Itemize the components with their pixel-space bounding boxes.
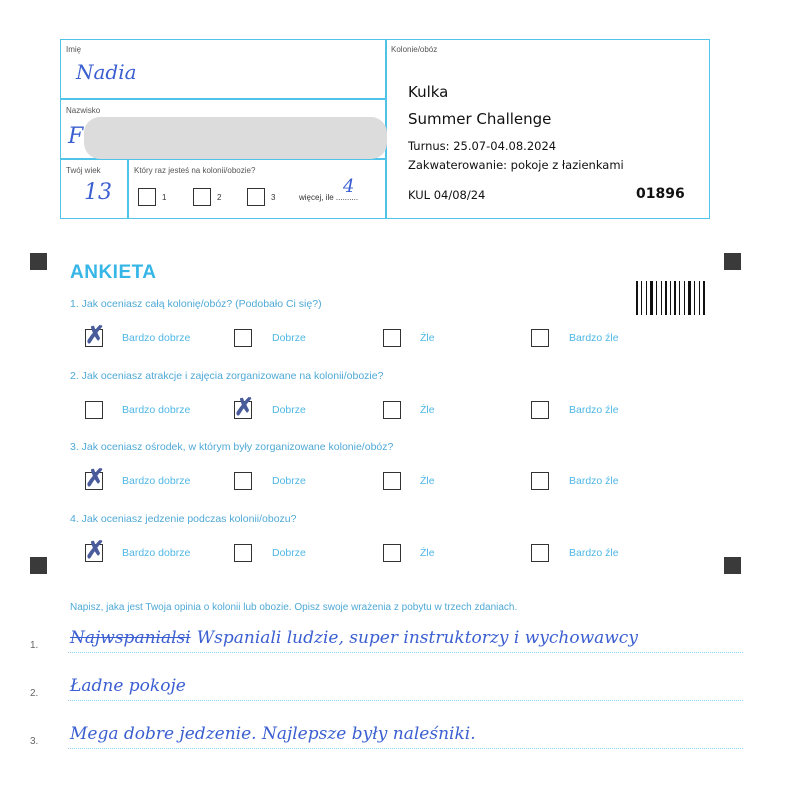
age-value[interactable]: 13 — [84, 180, 112, 205]
question-1-text: 1. Jak oceniasz całą kolonię/obóz? (Podobało Ci się?) — [70, 298, 322, 310]
question-4-option-2: Dobrze — [272, 547, 306, 559]
camp-name: Kulka — [408, 83, 449, 101]
question-4-checkbox-2[interactable] — [234, 544, 252, 562]
barcode-bar — [665, 281, 667, 315]
times-more-value[interactable]: 4 — [343, 176, 355, 197]
survey-title: ANKIETA — [70, 262, 157, 283]
times-label: Który raz jesteś na kolonii/obozie? — [134, 166, 256, 175]
barcode-bar — [654, 281, 655, 315]
opinion-line-3-number: 3. — [30, 736, 39, 747]
times-option-2: 2 — [217, 193, 222, 202]
form-number: 01896 — [636, 186, 685, 202]
registration-marker-bl — [30, 557, 47, 574]
times-checkbox-3[interactable] — [247, 188, 265, 206]
opinion-line-1-number: 1. — [30, 640, 39, 651]
barcode-bar — [674, 281, 676, 315]
surname-label: Nazwisko — [66, 106, 101, 115]
barcode-bar — [641, 281, 642, 315]
question-1-checkbox-1[interactable] — [85, 322, 106, 349]
question-3-checkbox-1[interactable] — [85, 465, 106, 492]
registration-marker-tr — [724, 253, 741, 270]
barcode-bar — [696, 281, 698, 315]
barcode-bar — [688, 281, 691, 315]
barcode-bar — [694, 281, 695, 315]
barcode-bar — [692, 281, 693, 315]
question-2-option-2: Dobrze — [272, 404, 306, 416]
barcode-bar — [639, 281, 640, 315]
header-divider-name — [60, 98, 385, 100]
first-name-label: Imię — [66, 45, 82, 54]
age-label: Twój wiek — [66, 166, 101, 175]
opinion-prompt: Napisz, jaka jest Twoja opinia o kolonii lub obozie. Opisz swoje wrażenia z pobytu w trzech zdaniach. — [70, 602, 518, 613]
barcode-bar — [686, 281, 687, 315]
times-option-3: 3 — [271, 193, 276, 202]
barcode — [636, 281, 706, 315]
check-mark: ✗ — [85, 322, 106, 349]
check-mark: ✗ — [85, 465, 106, 492]
barcode-bar — [643, 281, 645, 315]
question-3-checkbox-4[interactable] — [531, 472, 549, 490]
question-2-checkbox-3[interactable] — [383, 401, 401, 419]
question-2-text: 2. Jak oceniasz atrakcje i zajęcia zorganizowane na kolonii/obozie? — [70, 370, 384, 382]
question-1-checkbox-2[interactable] — [234, 329, 252, 347]
question-3-option-1: Bardzo dobrze — [122, 475, 191, 487]
opinion-line-2-rule — [68, 700, 743, 701]
barcode-bar — [658, 281, 660, 315]
barcode-bar — [684, 281, 685, 315]
barcode-bar — [703, 281, 705, 315]
times-checkbox-2[interactable] — [193, 188, 211, 206]
question-3-text: 3. Jak oceniasz ośrodek, w którym były zorganizowane kolonie/obóz? — [70, 441, 394, 453]
check-mark: ✗ — [85, 537, 106, 564]
camp-program: Summer Challenge — [408, 110, 552, 128]
opinion-line-2-number: 2. — [30, 688, 39, 699]
times-option-1: 1 — [162, 193, 167, 202]
question-2-option-4: Bardzo źle — [569, 404, 619, 416]
surname-initial[interactable]: F — [68, 124, 84, 149]
barcode-bar — [679, 281, 680, 315]
header-divider-age — [127, 158, 129, 219]
question-3-option-4: Bardzo źle — [569, 475, 619, 487]
barcode-bar — [670, 281, 671, 315]
barcode-bar — [681, 281, 683, 315]
question-1-option-1: Bardzo dobrze — [122, 332, 191, 344]
opinion-line-1-text: Wspaniali ludzie, super instruktorzy i wychowawcy — [196, 628, 638, 648]
opinion-line-1-struck: Najwspanialsi — [70, 628, 191, 648]
opinion-line-3-rule — [68, 748, 743, 749]
question-4-option-1: Bardzo dobrze — [122, 547, 191, 559]
registration-marker-br — [724, 557, 741, 574]
question-2-option-1: Bardzo dobrze — [122, 404, 191, 416]
times-more-label: więcej, ile .......... — [299, 193, 359, 202]
question-4-checkbox-3[interactable] — [383, 544, 401, 562]
question-1-checkbox-4[interactable] — [531, 329, 549, 347]
question-2-checkbox-2[interactable] — [234, 394, 255, 421]
question-2-checkbox-4[interactable] — [531, 401, 549, 419]
check-mark: ✗ — [234, 394, 255, 421]
opinion-line-3[interactable] — [70, 724, 476, 744]
question-4-text: 4. Jak oceniasz jedzenie podczas kolonii/obozu? — [70, 513, 297, 525]
question-1-option-4: Bardzo źle — [569, 332, 619, 344]
barcode-bar — [646, 281, 647, 315]
opinion-line-1-rule — [68, 652, 743, 653]
accommodation: Zakwaterowanie: pokoje z łazienkami — [408, 158, 624, 172]
first-name-value[interactable]: Nadia — [76, 60, 137, 84]
question-3-option-2: Dobrze — [272, 475, 306, 487]
question-1-option-2: Dobrze — [272, 332, 306, 344]
question-3-option-3: Źle — [420, 475, 435, 487]
registration-marker-tl — [30, 253, 47, 270]
opinion-line-2-text: Ładne pokoje — [70, 676, 186, 696]
barcode-bar — [699, 281, 700, 315]
barcode-bar — [650, 281, 653, 315]
question-4-option-3: Źle — [420, 547, 435, 559]
barcode-bar — [661, 281, 662, 315]
barcode-bar — [663, 281, 664, 315]
camp-label: Kolonie/obóz — [391, 45, 438, 54]
question-4-checkbox-4[interactable] — [531, 544, 549, 562]
opinion-line-1[interactable] — [70, 628, 638, 648]
question-2-checkbox-1[interactable] — [85, 401, 103, 419]
question-3-checkbox-3[interactable] — [383, 472, 401, 490]
barcode-bar — [656, 281, 657, 315]
question-1-option-3: Źle — [420, 332, 435, 344]
question-1-checkbox-3[interactable] — [383, 329, 401, 347]
barcode-bar — [672, 281, 673, 315]
question-3-checkbox-2[interactable] — [234, 472, 252, 490]
turnus: Turnus: 25.07-04.08.2024 — [408, 139, 557, 153]
opinion-line-2[interactable] — [70, 676, 186, 696]
question-4-option-4: Bardzo źle — [569, 547, 619, 559]
barcode-bar — [636, 281, 638, 315]
barcode-bar — [701, 281, 702, 315]
barcode-bar — [677, 281, 678, 315]
barcode-bar — [668, 281, 669, 315]
opinion-line-3-text: Mega dobre jedzenie. Najlepsze były naleśniki. — [70, 724, 476, 744]
barcode-bar — [648, 281, 649, 315]
camp-code: KUL 04/08/24 — [408, 188, 486, 202]
surname-redaction — [84, 117, 387, 159]
question-2-option-3: Źle — [420, 404, 435, 416]
times-checkbox-1[interactable] — [138, 188, 156, 206]
question-4-checkbox-1[interactable] — [85, 537, 106, 564]
